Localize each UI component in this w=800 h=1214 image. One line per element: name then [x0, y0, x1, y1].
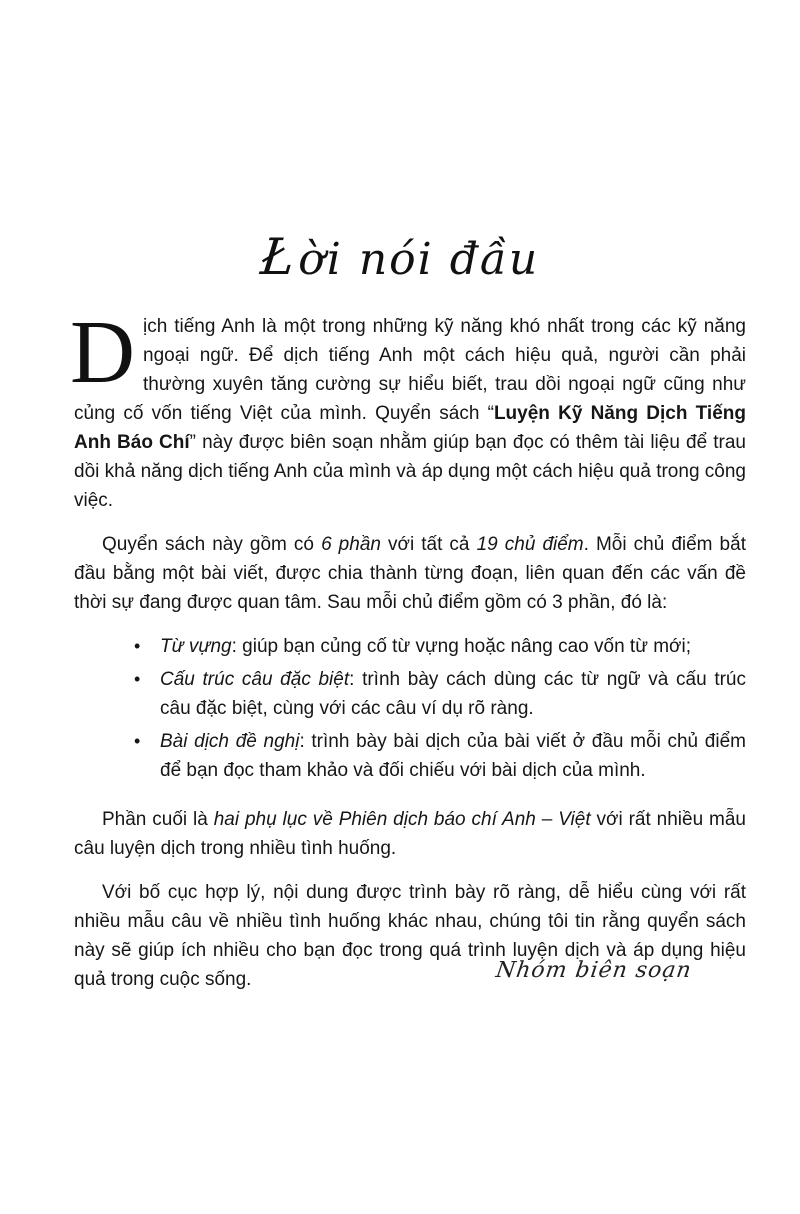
paragraph-appendix: [74, 805, 746, 863]
list-item-term: Bài dịch đề nghị: [160, 731, 300, 752]
title-rest: ời nói đầu: [298, 234, 540, 285]
signature: Nhóm biên soạn: [494, 958, 694, 983]
structure-text-1: Quyển sách này gồm có: [102, 534, 322, 555]
list-item-text: : trình bày bài dịch của bài viết ở đầu mỗi chủ điểm để bạn đọc tham khảo và đối chiếu với bài dịch của mình.: [160, 731, 746, 781]
structure-text-2: với tất cả: [380, 534, 477, 555]
appendix-text-2: với rất nhiều mẫu câu luyện dịch trong nhiều tình huống.: [74, 809, 747, 859]
parts-list: [74, 632, 746, 785]
appendix-text-1: Phần cuối là: [102, 809, 214, 830]
list-item: [134, 665, 746, 723]
appendix-title: hai phụ lục về Phiên dịch báo chí Anh – Việt: [213, 809, 591, 830]
bullet-icon: •: [134, 731, 141, 751]
bullet-icon: •: [134, 636, 141, 656]
sections-count: 6 phần: [321, 534, 381, 555]
list-item-term: Cấu trúc câu đặc biệt: [160, 669, 350, 690]
page-title: [0, 228, 800, 286]
intro-text-1: ịch tiếng Anh là một trong những kỹ năng khó nhất trong các kỹ năng ngoại ngữ. Để dịch tiếng Anh một cách hiệu quả, người cần phải thường xuyên tăng cường sự hiểu biết, trau dồi ngoại ngữ cũng như củng cố vốn tiếng Việt của mình. Quyển sách “: [74, 316, 746, 424]
paragraph-closing: Với bố cục hợp lý, nội dung được trình bày rõ ràng, dễ hiểu cùng với rất nhiều mẫu câu về nhiều tình huống khác nhau, chúng tôi tin rằng quyển sách này sẽ giúp ích nhiều cho bạn đọc trong quá trình luyện dịch và áp dụng hiệu quả trong cuộc sống.: [74, 882, 746, 990]
list-item-term: Từ vựng: [160, 636, 232, 657]
list-item: [134, 632, 746, 661]
list-item-text: : giúp bạn củng cố từ vựng hoặc nâng cao vốn từ mới;: [231, 636, 691, 657]
paragraph-structure: [74, 530, 746, 617]
paragraph-intro: [70, 303, 746, 515]
title-initial: Ł: [257, 228, 300, 286]
drop-cap: D: [70, 303, 135, 402]
topics-count: 19 chủ điểm: [476, 534, 584, 555]
structure-text-3: . Mỗi chủ điểm bắt đầu bằng một bài viết, được chia thành từng đoạn, liên quan đến các vấn đề thời sự đang được quan tâm. Sau mỗi chủ điểm gồm có 3 phần, đó là:: [74, 534, 746, 613]
preface-body: [70, 303, 747, 1009]
book-title: Luyện Kỹ Năng Dịch Tiếng Anh Báo Chí: [74, 403, 746, 453]
intro-text-2: ” này được biên soạn nhằm giúp bạn đọc có thêm tài liệu để trau dồi khả năng dịch tiếng Anh của mình và áp dụng một cách hiệu quả trong công việc.: [74, 432, 746, 511]
list-item: [134, 727, 746, 785]
list-item-text: : trình bày cách dùng các từ ngữ và cấu trúc câu đặc biệt, cùng với các câu ví dụ rõ ràng.: [160, 669, 746, 719]
bullet-icon: •: [134, 669, 141, 689]
